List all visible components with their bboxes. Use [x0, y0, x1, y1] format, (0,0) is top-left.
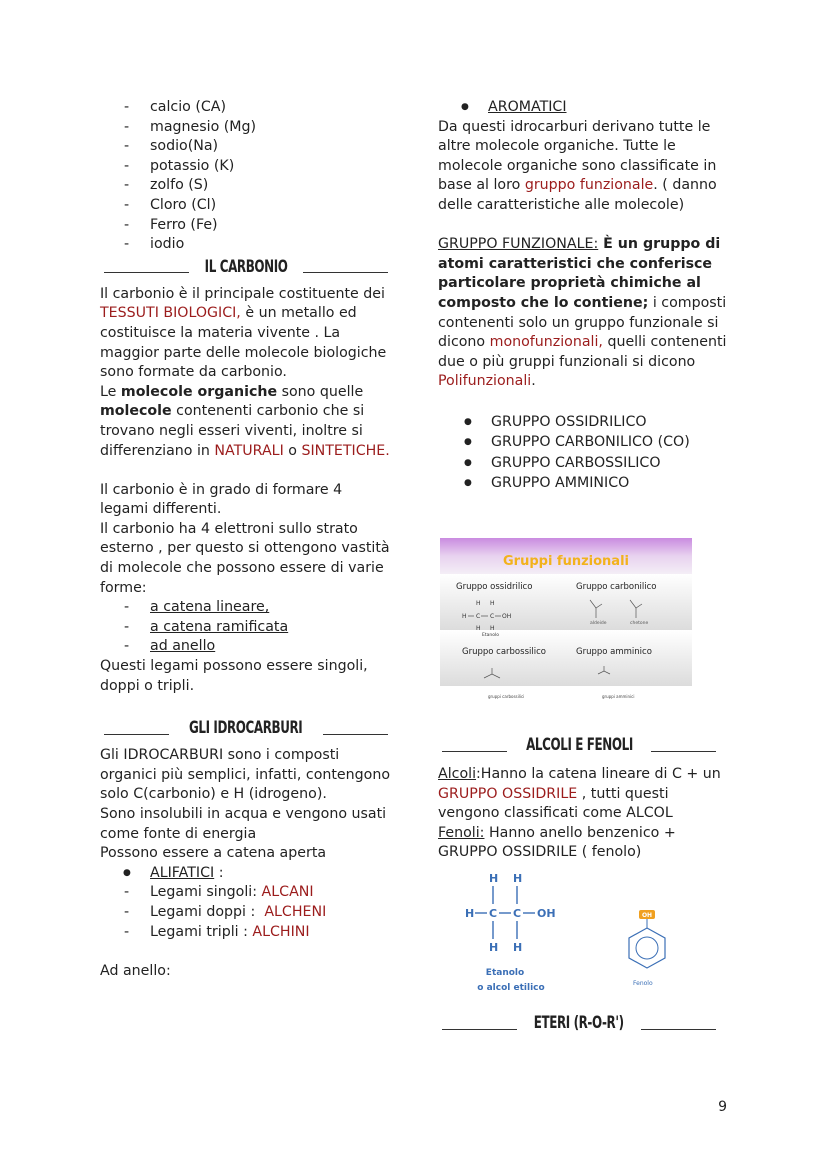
svg-text:chetone: chetone	[630, 621, 649, 626]
list-item: - a catena lineare,	[100, 598, 392, 618]
svg-text:Gruppi funzionali: Gruppi funzionali	[503, 554, 629, 569]
list-item: - Legami tripli : ALCHINI	[100, 923, 392, 943]
list-item: - Legami doppi : ALCHENI	[100, 903, 392, 923]
paragraph-carbonio: Il carbonio è il principale costituente dei TESSUTI BIOLOGICI, è un metallo ed costituisce la materia vivente . La maggior parte delle molecole biologiche sono formate da carbonio.	[100, 285, 387, 381]
svg-text:H: H	[476, 600, 481, 607]
right-column-lower	[438, 735, 730, 863]
list-item: - Ferro (Fe)	[100, 216, 392, 236]
right-column	[438, 98, 730, 494]
svg-text:gruppi carbossilici: gruppi carbossilici	[488, 694, 525, 699]
gruppi-list	[441, 412, 730, 494]
svg-text:Etanolo: Etanolo	[482, 633, 499, 638]
etanolo-fenolo-diagram	[455, 868, 685, 998]
list-item: - sodio(Na)	[100, 137, 392, 157]
svg-text:OH: OH	[641, 912, 653, 919]
heading-carbonio: IL CARBONIO	[100, 257, 392, 279]
svg-text:H: H	[465, 907, 475, 920]
svg-text:H: H	[489, 941, 499, 954]
paragraph-aromatici: Da questi idrocarburi derivano tutte le altre molecole organiche. Tutte le molecole organiche sono classificate in base al loro gruppo funzionale. ( danno delle caratteristiche alle molecole)	[438, 118, 717, 213]
list-item: - ad anello	[100, 637, 392, 657]
svg-text:H: H	[489, 872, 499, 885]
svg-text:H: H	[490, 625, 495, 632]
heading-eteri: ETERI (R-O-R')	[438, 1013, 720, 1035]
list-item: ● GRUPPO CARBOSSILICO	[441, 453, 730, 474]
gruppi-funzionali-image	[440, 538, 692, 710]
svg-text:C: C	[489, 907, 498, 920]
list-item: ● GRUPPO CARBONILICO (CO)	[441, 432, 730, 453]
paragraph-legami-3: Questi legami possono essere singoli, doppi o tripli.	[100, 658, 368, 694]
left-column	[100, 98, 392, 981]
svg-text:H: H	[462, 613, 467, 620]
page-number: 9	[718, 1099, 727, 1115]
paragraph-catena-aperta: Possono essere a catena aperta	[100, 845, 327, 862]
svg-text:aldeide: aldeide	[590, 621, 607, 626]
paragraph-alcoli: Alcoli:Hanno la catena lineare di C + un GRUPPO OSSIDRILE , tutti questi vengono classificati come ALCOL	[438, 766, 721, 822]
paragraph-anello: Ad anello:	[100, 962, 171, 979]
paragraph-legami-1: Il carbonio è in grado di formare 4 legami differenti.	[100, 481, 343, 518]
gruppi-funzionali-diagram	[440, 538, 692, 710]
svg-text:gruppi amminici: gruppi amminici	[602, 694, 635, 699]
svg-text:H: H	[513, 872, 523, 885]
forme-list	[100, 598, 392, 657]
svg-text:Gruppo carbonilico: Gruppo carbonilico	[576, 582, 657, 592]
paragraph-fenoli: Fenoli: Hanno anello benzenico + GRUPPO OSSIDRILE ( fenolo)	[438, 824, 676, 861]
list-item: ● GRUPPO AMMINICO	[441, 473, 730, 494]
svg-text:C: C	[513, 907, 522, 920]
list-item: - iodio	[100, 235, 392, 255]
elements-list	[100, 98, 392, 255]
list-item: - magnesio (Mg)	[100, 118, 392, 138]
list-item: - zolfo (S)	[100, 176, 392, 196]
etanolo-fenolo-image	[455, 868, 685, 998]
svg-text:C: C	[490, 613, 495, 620]
list-item: - Legami singoli: ALCANI	[100, 883, 392, 903]
paragraph-molecole: Le molecole organiche sono quelle molecole contenenti carbonio che si trovano negli esseri viventi, inoltre si differenziano in NATURALI o SINTETICHE.	[100, 383, 390, 459]
legami-list	[100, 883, 392, 942]
aromatici-list	[438, 98, 730, 118]
svg-text:Gruppo ossidrilico: Gruppo ossidrilico	[456, 582, 533, 592]
svg-text:H: H	[476, 625, 481, 632]
list-item: - calcio (CA)	[100, 98, 392, 118]
svg-text:OH: OH	[537, 907, 556, 920]
paragraph-idrocarburi: Gli IDROCARBURI sono i composti organici più semplici, infatti, contengono solo C(carbonio) e H (idrogeno).	[100, 747, 391, 803]
list-item: - a catena ramificata	[100, 618, 392, 638]
svg-text:Gruppo carbossilico: Gruppo carbossilico	[462, 647, 546, 657]
svg-text:Fenolo: Fenolo	[633, 980, 653, 987]
heading-alcoli-fenoli: ALCOLI E FENOLI	[438, 735, 720, 757]
svg-text:Gruppo amminico: Gruppo amminico	[576, 647, 652, 657]
alifatici-list	[100, 864, 392, 884]
svg-text:C: C	[476, 613, 481, 620]
list-item: - Cloro (Cl)	[100, 196, 392, 216]
list-item: ● ALIFATICI :	[100, 864, 392, 884]
svg-text:Etanolo: Etanolo	[485, 968, 525, 978]
right-column-eteri	[438, 1013, 730, 1035]
heading-idrocarburi: GLI IDROCARBURI	[100, 718, 392, 740]
list-item: ● GRUPPO OSSIDRILICO	[441, 412, 730, 433]
list-item: - potassio (K)	[100, 157, 392, 177]
list-item: ● AROMATICI	[438, 98, 730, 118]
svg-text:o alcol etilico: o alcol etilico	[477, 983, 545, 993]
paragraph-insolubili: Sono insolubili in acqua e vengono usati come fonte di energia	[100, 806, 387, 842]
svg-text:OH: OH	[502, 613, 512, 620]
svg-text:H: H	[490, 600, 495, 607]
paragraph-legami-2: Il carbonio ha 4 elettroni sullo strato esterno , per questo si ottengono vastità di molecole che possono essere di varie forme:	[100, 520, 390, 596]
svg-text:H: H	[513, 941, 523, 954]
paragraph-gruppo-funzionale: GRUPPO FUNZIONALE: È un gruppo di atomi caratteristici che conferisce particolare proprietà chimiche al composto che lo contiene; i composti contenenti solo un gruppo funzionale si dicono monofunzionali, quelli contenenti due o più gruppi funzionali si dicono Polifunzionali.	[438, 236, 727, 390]
